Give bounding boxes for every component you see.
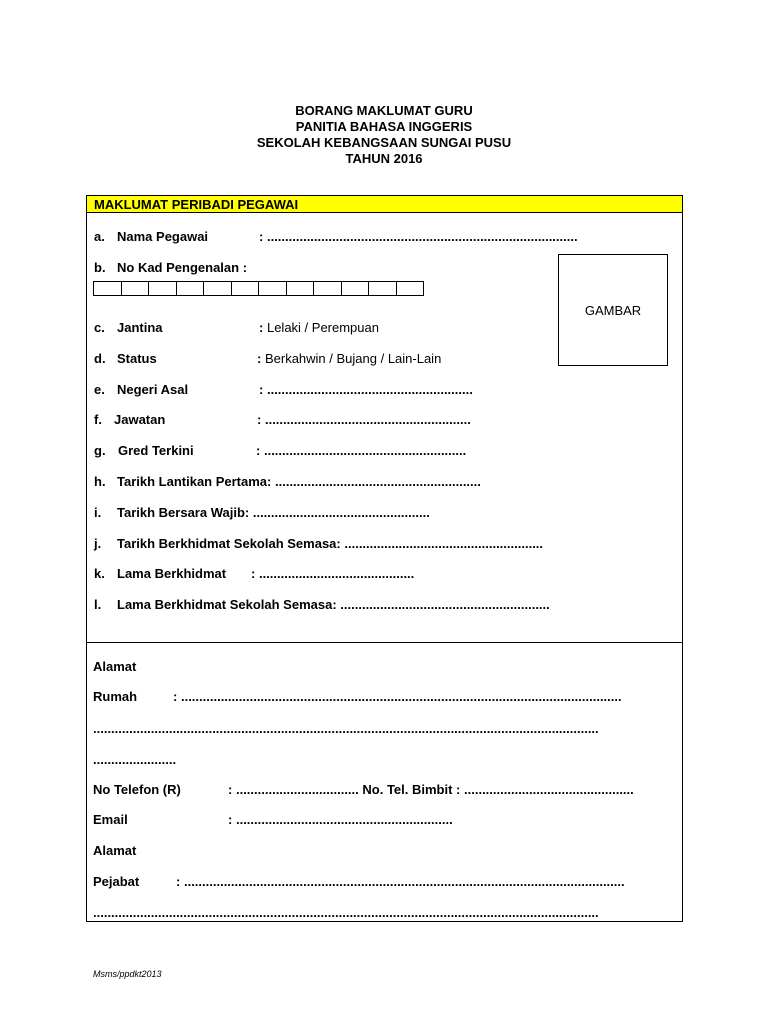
photo-box: GAMBAR (558, 254, 668, 366)
field-rumah[interactable]: Rumah : .......................................................................................................................... (93, 689, 622, 704)
title-line-2: PANITIA BAHASA INGGERIS (295, 119, 473, 134)
field-email[interactable]: Email : ............................................................ (93, 812, 453, 827)
field-tarikh-bersara[interactable]: i. Tarikh Bersara Wajib: ................................................. (94, 505, 430, 520)
field-nama-pegawai[interactable]: a. Nama Pegawai : ...................................................................................... (94, 229, 578, 244)
field-gred-terkini[interactable]: g. Gred Terkini : ........................................................ (94, 443, 467, 458)
rumah-line-3[interactable]: ....................... (93, 752, 177, 767)
field-pejabat[interactable]: Pejabat : .......................................................................................................................... (93, 874, 625, 889)
personal-info-section (86, 195, 683, 643)
title-line-4: TAHUN 2016 (345, 151, 423, 166)
field-negeri-asal[interactable]: e. Negeri Asal : ......................................................... (94, 382, 473, 397)
address-section (86, 642, 683, 922)
field-status[interactable]: d. Status : Berkahwin / Bujang / Lain-Lain (94, 351, 442, 366)
alamat-pejabat-label: Alamat (93, 843, 137, 858)
field-no-kad-pengenalan: b. No Kad Pengenalan : (94, 260, 248, 275)
field-tarikh-lantikan[interactable]: h. Tarikh Lantikan Pertama: ......................................................... (94, 474, 481, 489)
field-lama-berkhidmat[interactable]: k. Lama Berkhidmat : ........................................... (94, 566, 415, 581)
field-jantina[interactable]: c. Jantina : Lelaki / Perempuan (94, 320, 379, 335)
alamat-label: Alamat (93, 659, 137, 674)
ic-number-boxes[interactable] (93, 281, 424, 296)
field-telefon[interactable]: No Telefon (R) : .................................. No. Tel. Bimbit : ............................................... (93, 782, 634, 797)
field-jawatan[interactable]: f. Jawatan : ......................................................... (94, 412, 471, 427)
section-header: MAKLUMAT PERIBADI PEGAWAI (87, 196, 682, 213)
form-title (0, 103, 768, 167)
pejabat-line-2[interactable]: ............................................................................................................................................ (93, 905, 599, 920)
title-line-1: BORANG MAKLUMAT GURU (295, 103, 473, 118)
rumah-line-2[interactable]: ............................................................................................................................................ (93, 721, 599, 736)
footer-code: Msms/ppdkt2013 (93, 969, 162, 979)
field-tarikh-berkhidmat[interactable]: j. Tarikh Berkhidmat Sekolah Semasa: ....................................................... (94, 536, 544, 551)
field-lama-berkhidmat-semasa[interactable]: l. Lama Berkhidmat Sekolah Semasa: .......................................................... (94, 597, 550, 612)
title-line-3: SEKOLAH KEBANGSAAN SUNGAI PUSU (256, 135, 512, 150)
